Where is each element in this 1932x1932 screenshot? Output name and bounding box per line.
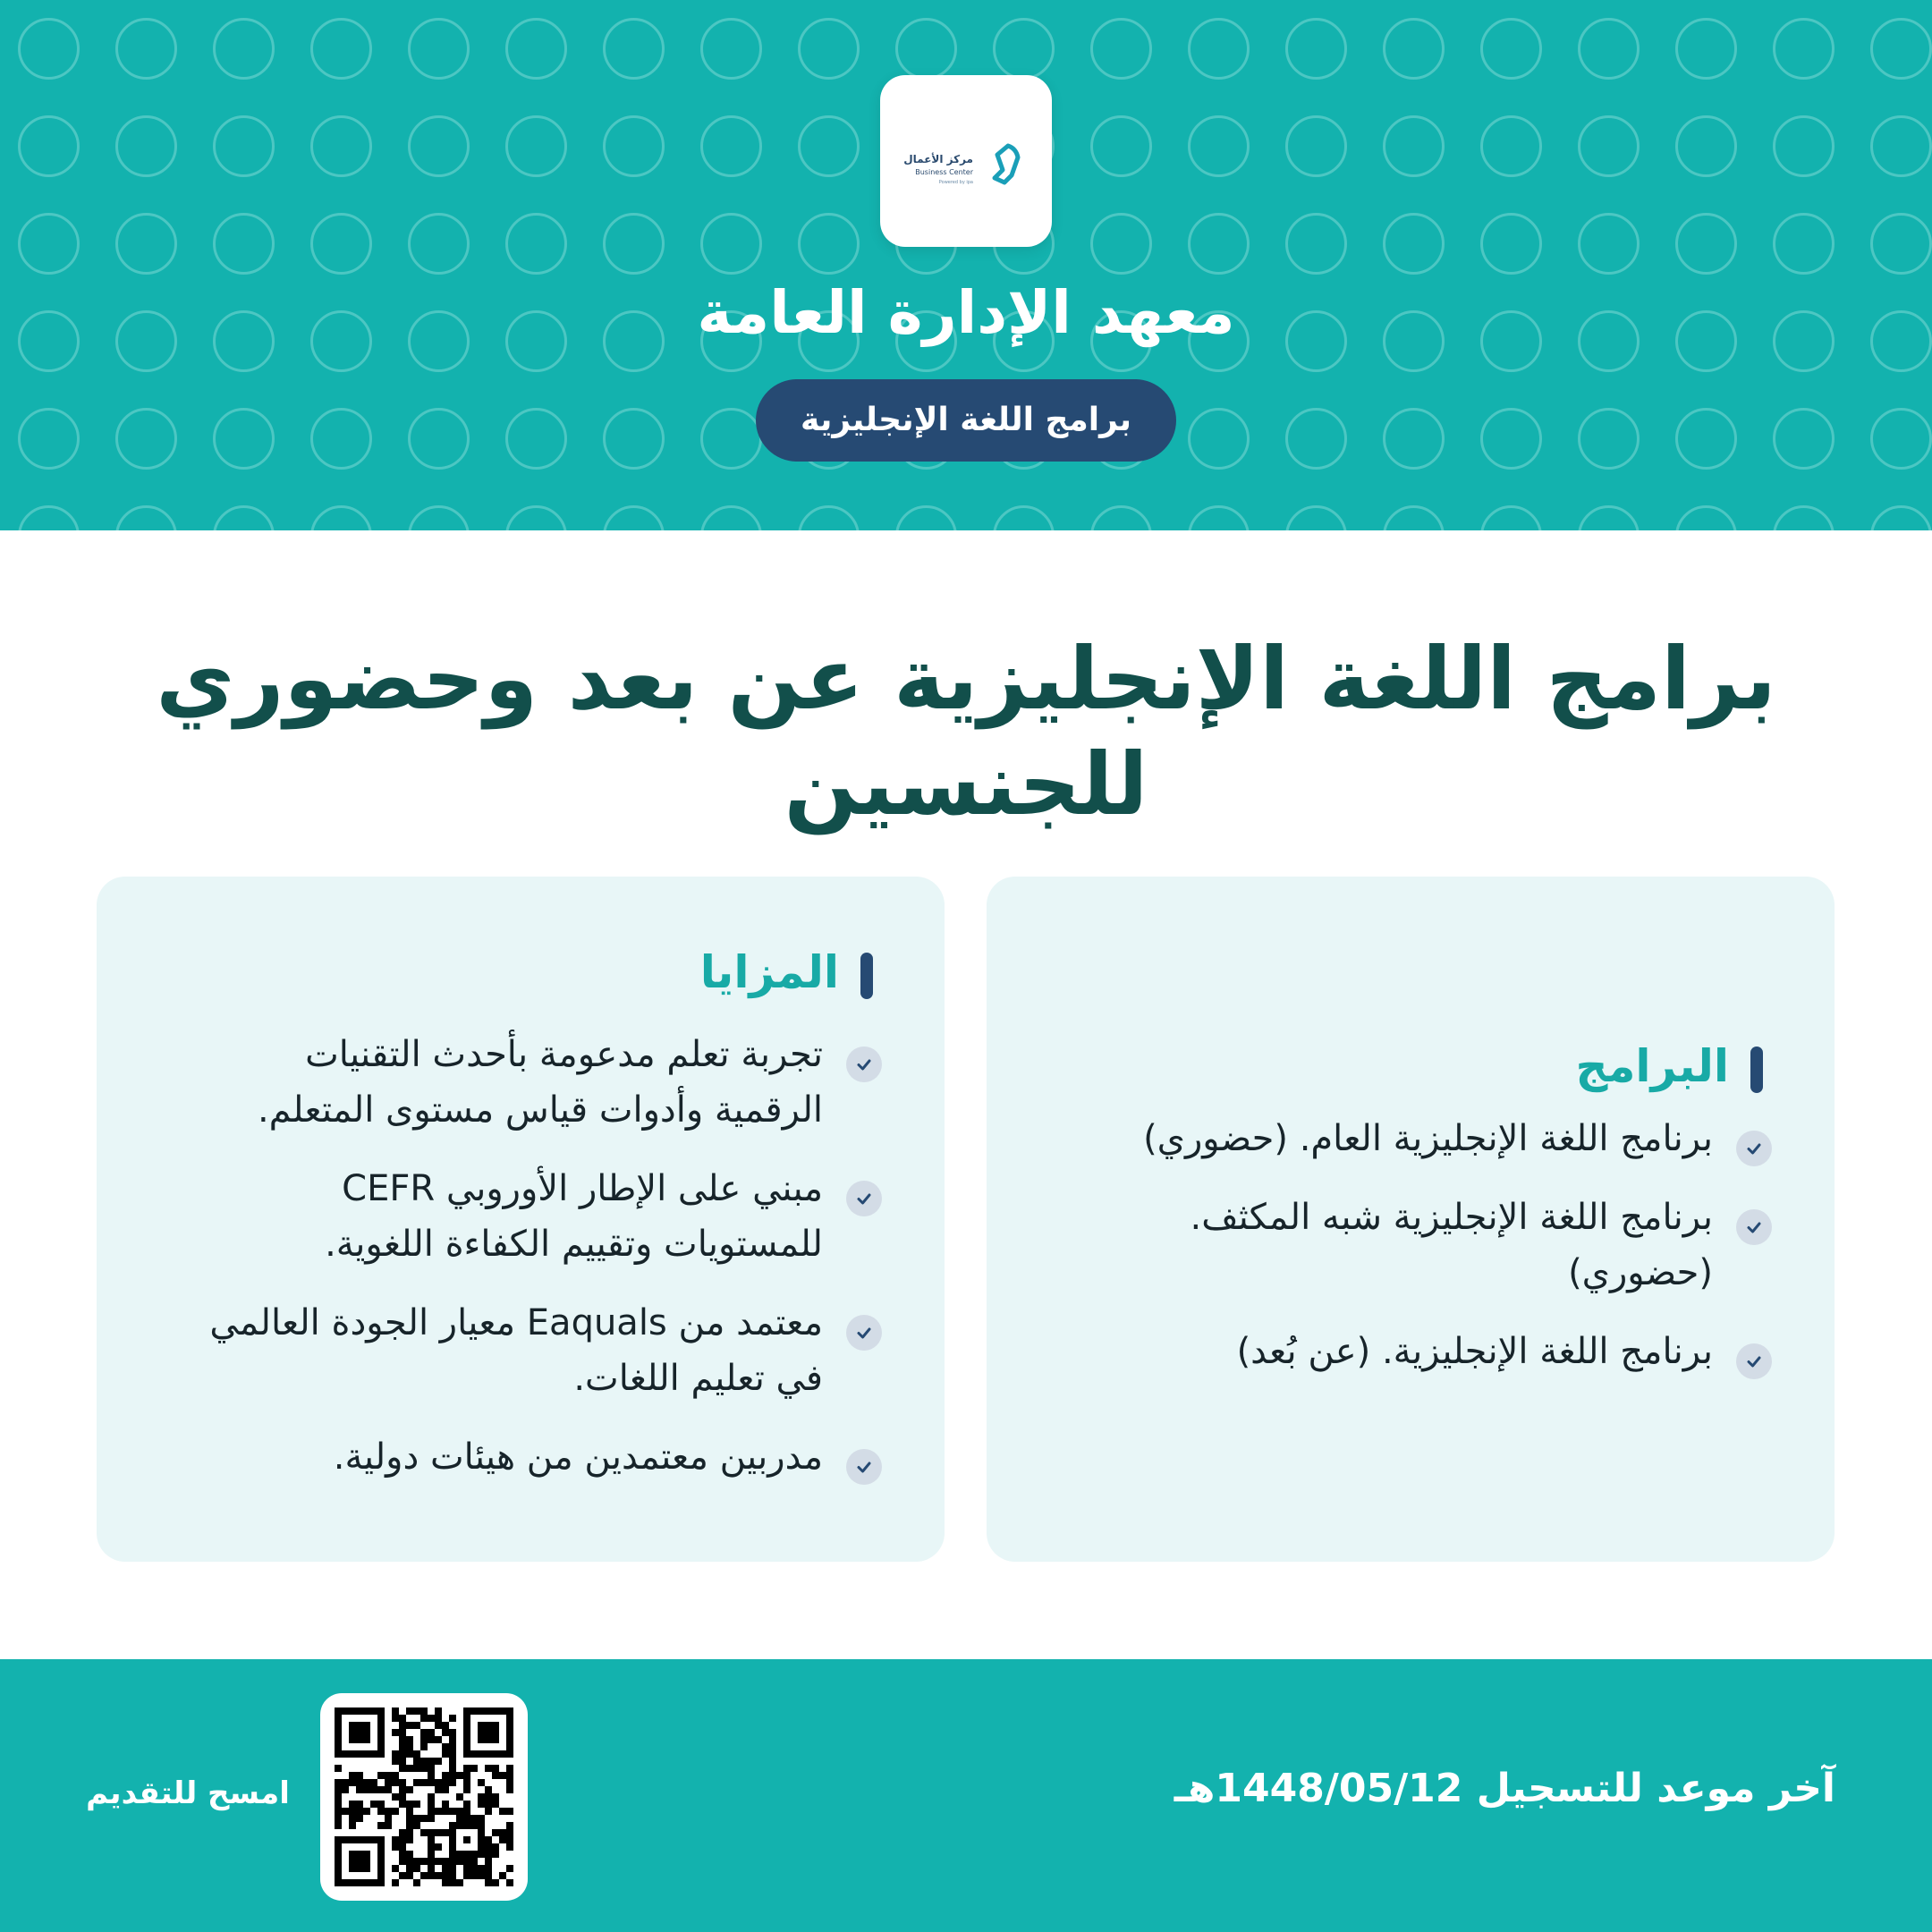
- programs-heading-text: البرامج: [1575, 1040, 1729, 1092]
- logo-english-text: Business Center: [915, 168, 973, 176]
- header-banner: [0, 0, 1932, 530]
- check-icon: [846, 1449, 882, 1485]
- features-list: [166, 1027, 882, 1508]
- feature-item-text: مبني على الإطار الأوروبي CEFR للمستويات وتقييم الكفاءة اللغوية.: [325, 1168, 823, 1265]
- feature-item-text: معتمد من Eaquals معيار الجودة العالمي في تعليم اللغات.: [209, 1302, 823, 1399]
- logo-icon: [995, 146, 1018, 182]
- check-icon: [1736, 1343, 1772, 1379]
- features-heading: [700, 941, 873, 1004]
- footer-bar: [0, 1659, 1932, 1932]
- org-name: معهد الإدارة العامة: [697, 278, 1235, 347]
- registration-deadline: آخر موعد للتسجيل 1448/05/12هـ: [1174, 1766, 1835, 1811]
- category-pill: برامج اللغة الإنجليزية: [756, 379, 1176, 462]
- list-item: [166, 1429, 882, 1485]
- logo-tagline-text: Powered by ipa: [938, 180, 973, 185]
- check-icon: [846, 1315, 882, 1351]
- qr-code[interactable]: [320, 1693, 528, 1901]
- heading-bar: [1750, 1046, 1763, 1093]
- list-item: [166, 1027, 882, 1138]
- features-heading-text: المزايا: [699, 946, 839, 998]
- list-item: [1092, 1111, 1772, 1166]
- check-icon: [1736, 1131, 1772, 1166]
- logo: [880, 75, 1052, 247]
- list-item: [166, 1161, 882, 1272]
- feature-item-text: مدربين معتمدين من هيئات دولية.: [333, 1436, 823, 1478]
- list-item: [1092, 1190, 1772, 1301]
- program-item-text: برنامج اللغة الإنجليزية شبه المكثف. (حضوري): [1190, 1197, 1713, 1293]
- title-line-1: برامج اللغة الإنجليزية عن بعد وحضوري: [156, 629, 1776, 729]
- scan-to-apply-label: امسح للتقديم: [86, 1775, 290, 1811]
- program-item-text: برنامج اللغة الإنجليزية العام. (حضوري): [1143, 1118, 1713, 1159]
- feature-item-text: تجربة تعلم مدعومة بأحدث التقنيات الرقمية وأدوات قياس مستوى المتعلم.: [257, 1034, 823, 1131]
- check-icon: [846, 1181, 882, 1216]
- programs-list: [1092, 1111, 1772, 1402]
- page-title: [107, 626, 1825, 837]
- check-icon: [846, 1046, 882, 1082]
- check-icon: [1736, 1209, 1772, 1245]
- title-line-2: للجنسين: [784, 734, 1148, 835]
- heading-bar: [860, 953, 873, 999]
- list-item: [1092, 1324, 1772, 1379]
- program-item-text: برنامج اللغة الإنجليزية. (عن بُعد): [1236, 1331, 1713, 1372]
- programs-heading: [1575, 1035, 1763, 1097]
- logo-arabic-text: مركز الأعمال: [903, 153, 973, 165]
- features-card: [97, 877, 945, 1562]
- programs-card: [987, 877, 1835, 1562]
- list-item: [166, 1295, 882, 1406]
